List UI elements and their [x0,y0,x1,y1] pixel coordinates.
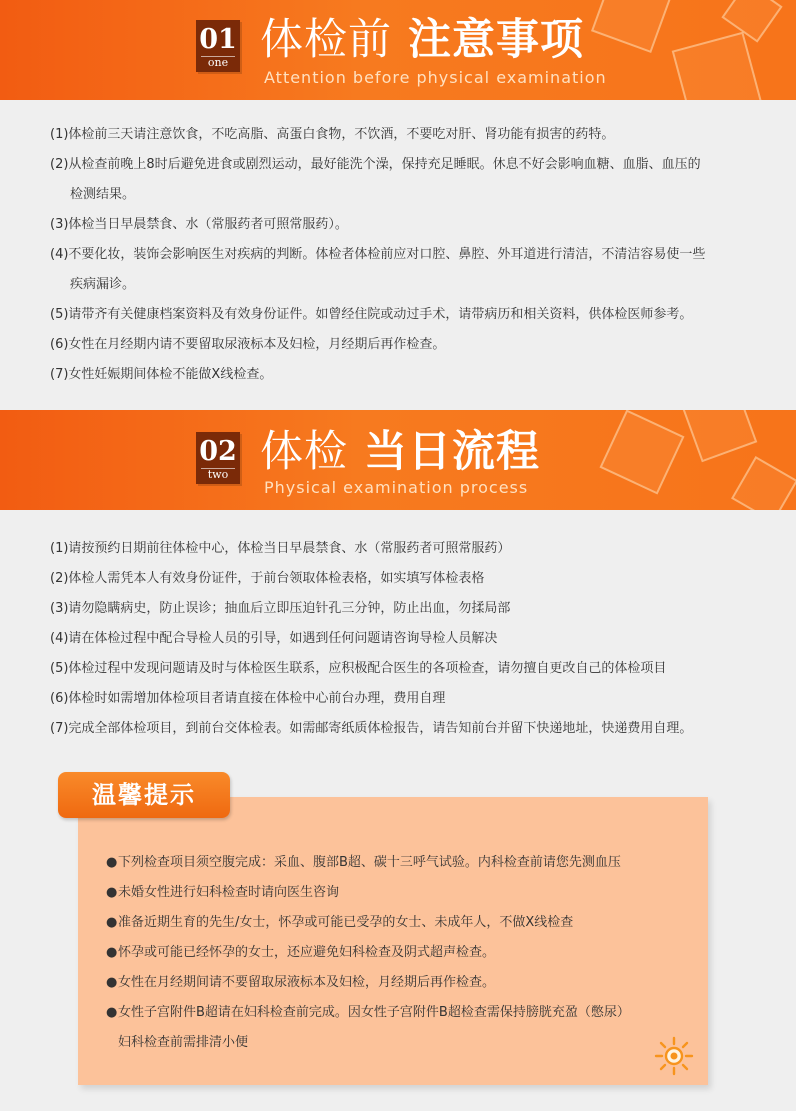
tip-item [106,878,630,908]
section1-number-badge [196,20,240,72]
list-item: (3)体检当日早晨禁食、水（常服药者可照常服药）。 [50,217,348,232]
section1-number-word: one [201,56,235,69]
tips-label: 温馨提示 [58,772,230,818]
decorative-square [672,32,763,100]
tip-text: 未婚女性进行妇科检查时请向医生咨询 [118,885,340,900]
bullet-icon: ● [106,975,118,990]
list-item: (2)从检查前晚上8时后避免进食或剧烈运动，最好能洗个澡，保持充足睡眠。休息不好会影响血糖、血脂、血压的 [50,157,701,172]
section1-title-light: 体检前 [260,15,392,65]
list-item: (2)体检人需凭本人有效身份证件，于前台领取体检表格，如实填写体检表格 [50,571,485,586]
list-item: (7)完成全部体检项目，到前台交体检表。如需邮寄纸质体检报告，请告知前台并留下快递地址，快递费用自理。 [50,721,693,736]
decorative-square [599,410,684,495]
section2-number-badge [196,432,240,484]
list-item-continuation [50,270,705,300]
section2-number-word: two [201,468,235,481]
section1-list [50,120,705,390]
list-item: (4)不要化妆，装饰会影响医生对疾病的判断。体检者体检前应对口腔、鼻腔、外耳道进行清洁，不清洁容易使一些 [50,247,706,262]
section2-list [50,534,692,744]
tip-item [106,998,630,1028]
bullet-icon: ● [106,1005,118,1020]
list-item: (6)体检时如需增加体检项目者请直接在体检中心前台办理，费用自理 [50,691,446,706]
tip-text: 女性子宫附件B超请在妇科检查前完成。因女性子宫附件B超检查需保持膀胱充盈（憋尿） [118,1005,630,1020]
list-item: (1)体检前三天请注意饮食，不吃高脂、高蛋白食物，不饮酒，不要吃对肝、肾功能有损害的药特。 [50,127,615,142]
list-item: (6)女性在月经期内请不要留取尿液标本及妇检，月经期后再作检查。 [50,337,446,352]
tip-item-continuation [106,1028,630,1058]
section1-title-bold: 注意事项 [408,15,584,65]
list-item: (5)请带齐有关健康档案资料及有效身份证件。如曾经住院或动过手术，请带病历和相关资料，供体检医师参考。 [50,307,693,322]
sun-icon [654,1036,694,1076]
tip-text: 怀孕或可能已经怀孕的女士，还应避免妇科检查及阴式超声检查。 [118,945,496,960]
section2-title-light: 体检 [260,427,348,477]
decorative-square [731,456,796,510]
tip-item [106,968,630,998]
section1-subtitle: Attention before physical examination [264,68,607,87]
list-item: (5)体检过程中发现问题请及时与体检医生联系，应积极配合医生的各项检查，请勿擅自更改自己的体检项目 [50,661,667,676]
section2-title [260,428,540,476]
list-item-continuation-text: 检测结果。 [70,187,136,202]
section1-number: 01 [199,24,237,55]
section2-title-bold: 当日流程 [364,427,540,477]
tips-list [106,848,630,1058]
tip-item [106,908,630,938]
list-item-continuation [50,180,705,210]
section2-banner [0,410,796,510]
tip-text: 下列检查项目须空腹完成：采血、腹部B超、碳十三呼气试验。内科检查前请您先测血压 [118,855,621,870]
bullet-icon: ● [106,885,118,900]
bullet-icon: ● [106,945,118,960]
tip-text: 女性在月经期间请不要留取尿液标本及妇检，月经期后再作检查。 [118,975,496,990]
bullet-icon: ● [106,915,118,930]
decorative-square [591,0,673,53]
list-item: (3)请勿隐瞒病史，防止误诊；抽血后立即压迫针孔三分钟，防止出血，勿揉局部 [50,601,511,616]
decorative-square [682,410,758,462]
tip-text: 准备近期生育的先生/女士，怀孕或可能已受孕的女士、未成年人，不做X线检查 [118,915,574,930]
tip-item [106,848,630,878]
section1-banner [0,0,796,100]
tip-text: 妇科检查前需排清小便 [118,1035,249,1050]
list-item: (4)请在体检过程中配合导检人员的引导，如遇到任何问题请咨询导检人员解决 [50,631,498,646]
list-item-continuation-text: 疾病漏诊。 [70,277,136,292]
list-item: (7)女性妊娠期间体检不能做X线检查。 [50,367,273,382]
section2-number: 02 [199,436,237,467]
bullet-icon: ● [106,855,118,870]
section2-subtitle: Physical examination process [264,478,529,497]
list-item: (1)请按预约日期前往体检中心，体检当日早晨禁食、水（常服药者可照常服药） [50,541,511,556]
section1-title [260,16,584,64]
tip-item [106,938,630,968]
